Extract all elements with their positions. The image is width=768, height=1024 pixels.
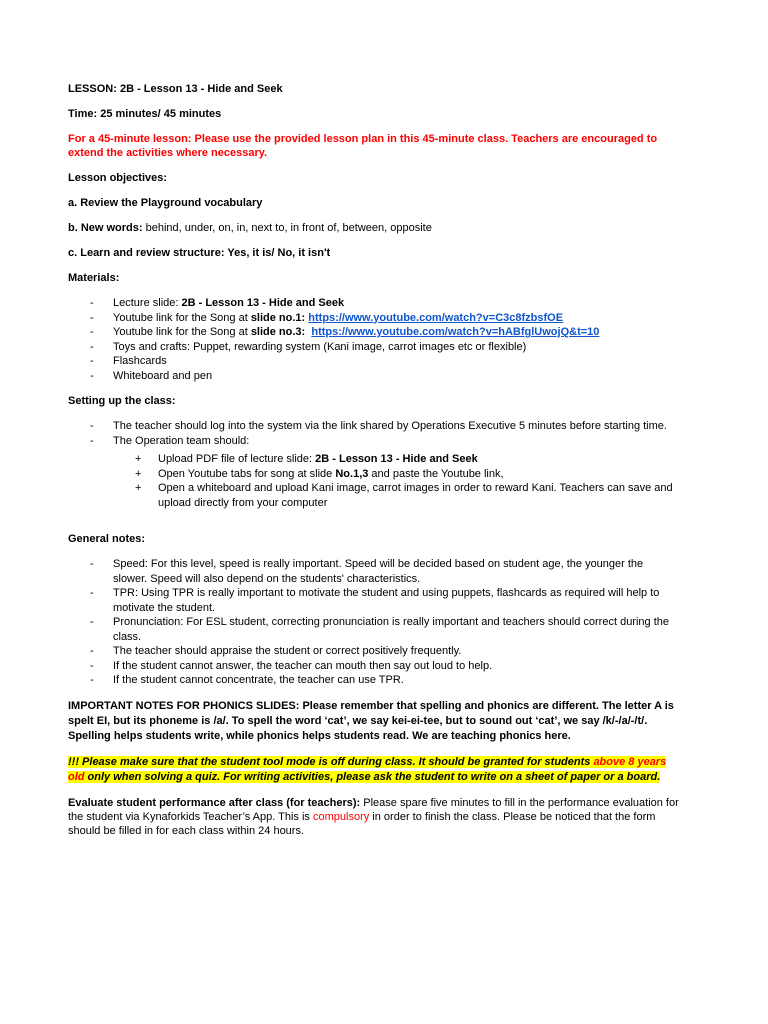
lesson-time xyxy=(68,107,680,121)
setup-heading: Setting up the class: xyxy=(68,395,176,407)
materials-heading: Materials: xyxy=(68,272,120,284)
list-item: - Speed: For this level, speed is really important. Speed will be decided based on student age, the younger the slower. Speed will also depend on the students' characteristics. xyxy=(68,557,680,586)
list-item: + Open a whiteboard and upload Kani image, carrot images in order to reward Kani. Teachers can save and upload directly from your computer xyxy=(68,481,680,510)
evaluation-note xyxy=(68,796,680,838)
list-item xyxy=(68,311,680,326)
compulsory-word: compulsory xyxy=(313,810,370,823)
list-item: - If the student cannot concentrate, the teacher can use TPR. xyxy=(68,673,680,688)
list-item xyxy=(68,452,680,467)
lesson-plan-document xyxy=(68,82,680,849)
objective-b-label: b. New words: xyxy=(68,222,143,234)
tool-note-age: above 8 years old xyxy=(68,755,667,783)
setup-list xyxy=(68,419,680,448)
list-item xyxy=(68,296,680,311)
list-item: - If the student cannot answer, the teacher can mouth then say out loud to help. xyxy=(68,659,680,674)
objective-c: c. Learn and review structure: Yes, it is/ No, it isn't xyxy=(68,247,331,259)
lesson-title xyxy=(68,82,680,96)
list-item: - The teacher should log into the system via the link shared by Operations Executive 5 minutes before starting time. xyxy=(68,419,680,434)
evaluation-text: in order to finish the class. Please be noticed that the form should be filled in for each class within 24 hours. xyxy=(68,810,656,837)
objective-a: a. Review the Playground vocabulary xyxy=(68,197,263,209)
item-bold: 2B - Lesson 13 - Hide and Seek xyxy=(315,453,478,465)
item-bold: 2B - Lesson 13 - Hide and Seek xyxy=(181,297,345,309)
time-label: Time: xyxy=(68,108,98,120)
time-value: 25 minutes/ 45 minutes xyxy=(100,108,222,120)
lesson-label: LESSON: xyxy=(68,83,117,95)
item-text: and paste the Youtube link, xyxy=(368,467,504,480)
list-item: - TPR: Using TPR is really important to motivate the student and using puppets, flashcards as required will help to motivate the student. xyxy=(68,586,680,615)
item-bold: No.1,3 xyxy=(335,467,369,480)
general-notes-heading: General notes: xyxy=(68,533,146,545)
objective-b-text: behind, under, on, in, next to, in front of, between, opposite xyxy=(142,222,432,234)
item-text: Lecture slide: xyxy=(113,297,182,309)
objectives-heading: Lesson objectives: xyxy=(68,172,168,184)
item-text: Youtube link for the Song at xyxy=(113,311,251,324)
list-item xyxy=(68,325,680,340)
tool-mode-note xyxy=(68,755,680,785)
list-item: - The Operation team should: xyxy=(68,434,680,449)
item-bold: slide no.3: xyxy=(250,326,306,338)
tool-note-text: only when solving a quiz. For writing activities, please ask the student to write on a sheet of paper or a board. xyxy=(84,770,661,783)
youtube-link-slide-1[interactable]: https://www.youtube.com/watch?v=C3c8fzbsfOE xyxy=(308,311,564,324)
materials-list xyxy=(68,296,680,383)
objective-b xyxy=(68,221,680,235)
item-bold: slide no.1: xyxy=(250,311,306,324)
evaluation-text: Please spare five minutes to fill in the performance evaluation for the student via Kynaforkids Teacher’s App. This is xyxy=(68,796,679,823)
list-item: - Pronunciation: For ESL student, correcting pronunciation is really important and teachers should correct during the class. xyxy=(68,615,680,644)
list-item xyxy=(68,467,680,482)
youtube-link-slide-3[interactable]: https://www.youtube.com/watch?v=hABfglUwojQ&t=10 xyxy=(311,326,600,338)
phonics-note: IMPORTANT NOTES FOR PHONICS SLIDES: Please remember that spelling and phonics are different. The letter A is spelt EI, but its phoneme is /a/. To spell the word ‘cat’, we say kei-ei-tee, but to sound out ‘cat’, we say /k/-/a/-/t/. Spelling helps students write, while phonics helps students read. We are teaching phonics here. xyxy=(68,699,674,742)
list-item: - Toys and crafts: Puppet, rewarding system (Kani image, carrot images etc or flexible) xyxy=(68,340,680,355)
general-notes-list xyxy=(68,557,680,688)
tool-note-text: !!! Please make sure that the student tool mode is off during class. It should be granted for students xyxy=(68,755,594,768)
lesson-notice: For a 45-minute lesson: Please use the provided lesson plan in this 45-minute class. Teachers are encouraged to extend the activities where necessary. xyxy=(68,133,658,159)
item-text: Youtube link for the Song at xyxy=(113,326,251,338)
list-item: - The teacher should appraise the student or correct positively frequently. xyxy=(68,644,680,659)
operation-team-list xyxy=(68,452,680,510)
item-text: Open Youtube tabs for song at slide xyxy=(158,467,336,480)
evaluation-heading: Evaluate student performance after class (for teachers): xyxy=(68,796,361,809)
lesson-value: 2B - Lesson 13 - Hide and Seek xyxy=(119,83,283,95)
item-text: Upload PDF file of lecture slide: xyxy=(158,453,316,465)
list-item: - Whiteboard and pen xyxy=(68,369,680,384)
list-item: - Flashcards xyxy=(68,354,680,369)
